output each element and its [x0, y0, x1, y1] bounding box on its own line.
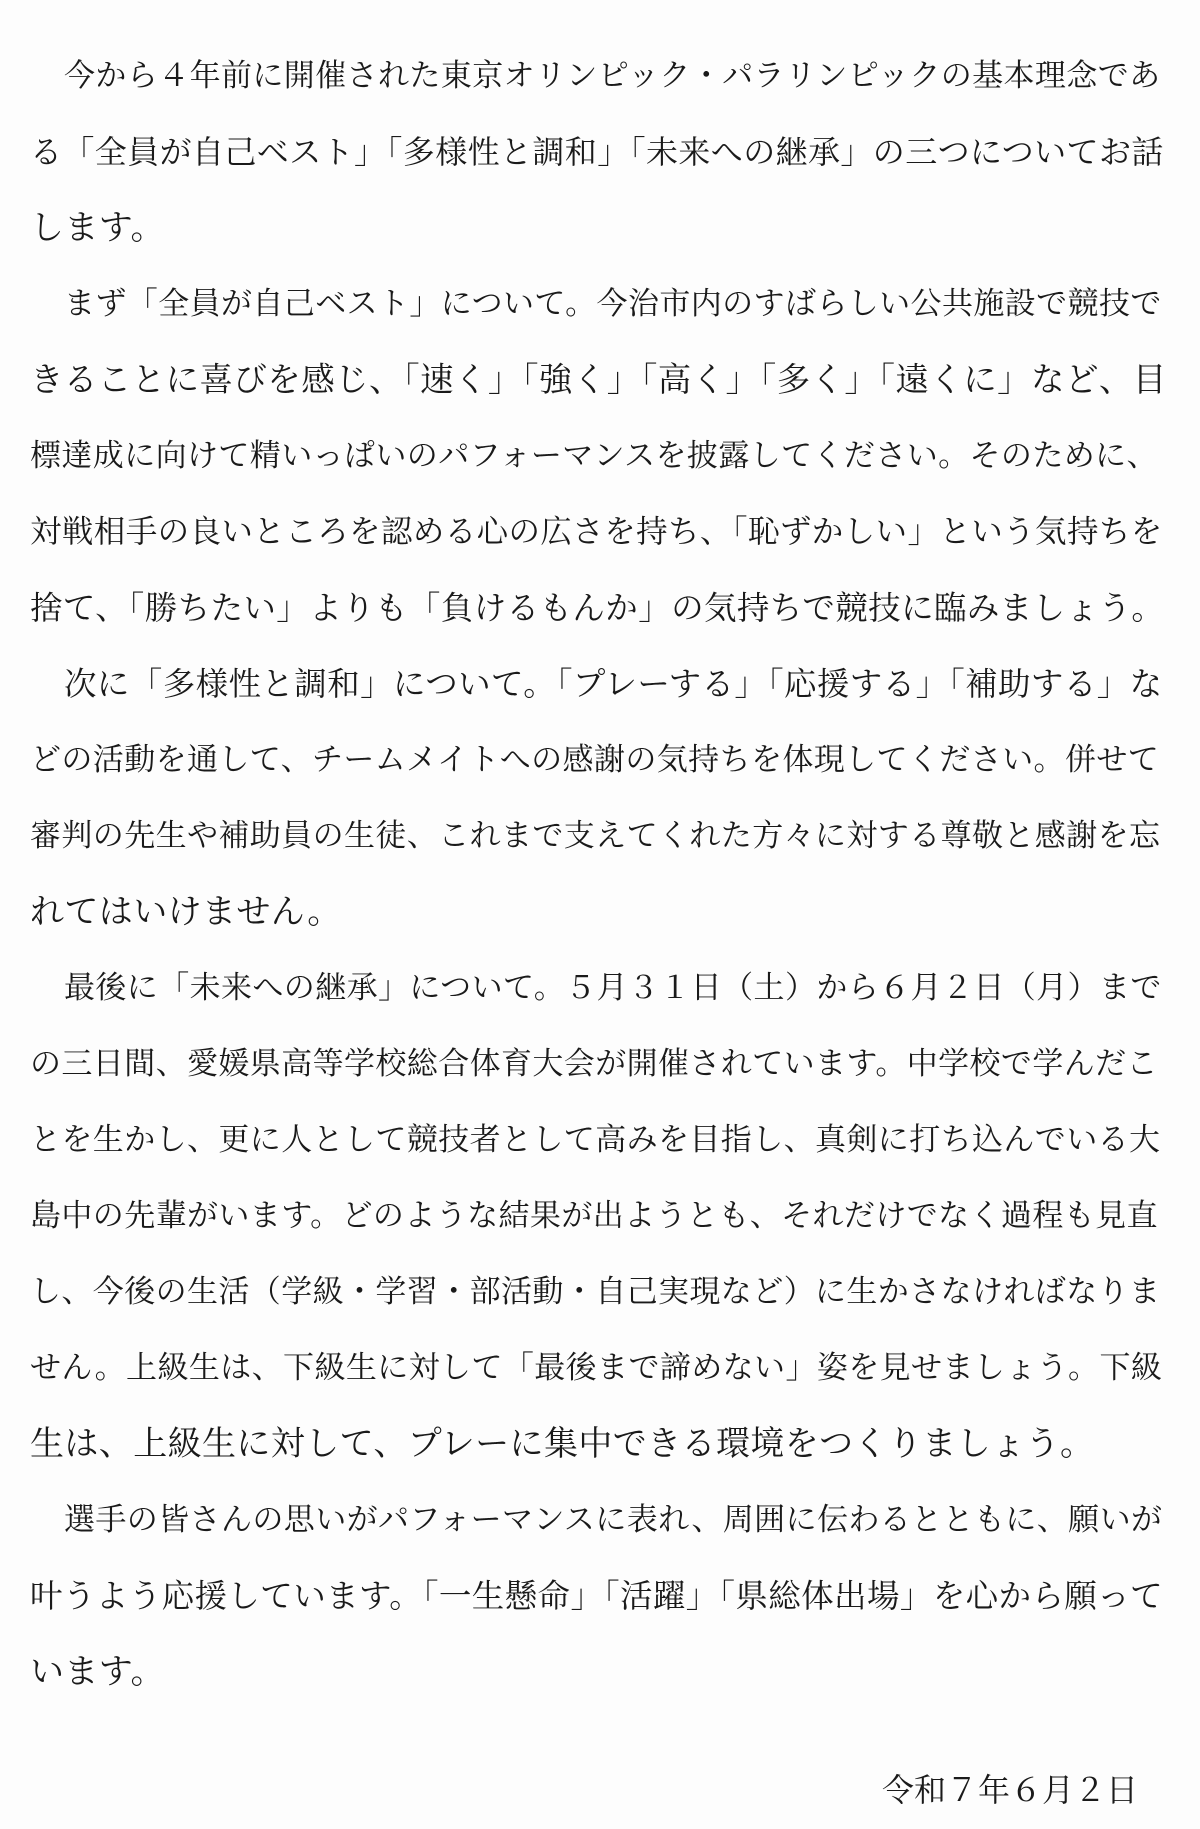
paragraph-5-line-2: 叶うよう応援しています。「一生懸命」「活躍」「県総体出場」を心から願って — [30, 1577, 1164, 1615]
paragraph-5-line-3: います。 — [30, 1652, 165, 1692]
paragraph-2-line-2: きることに喜びを感じ、「速く」「強く」「高く」「多く」「遠くに」など、目 — [30, 360, 1167, 399]
paragraph-2-line-4: 対戦相手の良いところを認める心の広さを持ち、「恥ずかしい」という気持ちを — [30, 514, 1163, 550]
paragraph-3-line-3: 審判の先生や補助員の生徒、これまで支えてくれた方々に対する尊敬と感謝を忘 — [30, 818, 1161, 854]
paragraph-4-line-3: とを生かし、更に人として競技者として高みを目指し、真剣に打ち込んでいる大 — [30, 1122, 1161, 1158]
paragraph-3-line-2: どの活動を通して、チームメイトへの感謝の気持ちを体現してください。併せて — [30, 742, 1160, 778]
paragraph-2-line-3: 標達成に向けて精いっぱいのパフォーマンスを披露してください。そのために、 — [30, 438, 1158, 474]
paragraph-4-line-6: せん。上級生は、下級生に対して「最後まで諦めない」姿を見せましょう。下級 — [30, 1350, 1163, 1386]
paragraph-4-line-5: し、今後の生活（学級・学習・部活動・自己実現など）に生かさなければなりま — [30, 1274, 1161, 1310]
paragraph-3-line-1: 次に「多様性と調和」について。「プレーする」「応援する」「補助する」な — [64, 665, 1163, 703]
paragraph-2-line-1: まず「全員が自己ベスト」について。今治市内のすばらしい公共施設で競技で — [64, 286, 1162, 322]
paragraph-1-line-3: します。 — [30, 208, 165, 248]
paragraph-2-line-5: 捨て、「勝ちたい」よりも「負けるもんか」の気持ちで競技に臨みましょう。 — [30, 589, 1165, 627]
paragraph-4-line-2: の三日間、愛媛県高等学校総合体育大会が開催されています。中学校で学んだこ — [30, 1046, 1158, 1082]
paragraph-5-line-1: 選手の皆さんの思いがパフォーマンスに表れ、周囲に伝わるとともに、願いが — [64, 1502, 1163, 1538]
paragraph-1-line-1: 今から４年前に開催された東京オリンピック・パラリンピックの基本理念であ — [64, 58, 1161, 94]
paragraph-4-line-1: 最後に「未来への継承」について。５月３１日（土）から６月２日（月）まで — [64, 970, 1162, 1006]
document-body — [30, 38, 1170, 1710]
paragraph-4-line-4: 島中の先輩がいます。どのような結果が出ようとも、それだけでなく過程も見直 — [30, 1198, 1158, 1234]
paragraph-1-line-2: る「全員が自己ベスト」「多様性と調和」「未来への継承」の三つについてお話 — [30, 133, 1164, 171]
paragraph-3-line-4: れてはいけません。 — [30, 892, 342, 932]
paragraph-4-line-7: 生は、上級生に対して、プレーに集中できる環境をつくりましょう。 — [30, 1424, 1095, 1464]
document-date: 令和７年６月２日 — [881, 1771, 1138, 1809]
